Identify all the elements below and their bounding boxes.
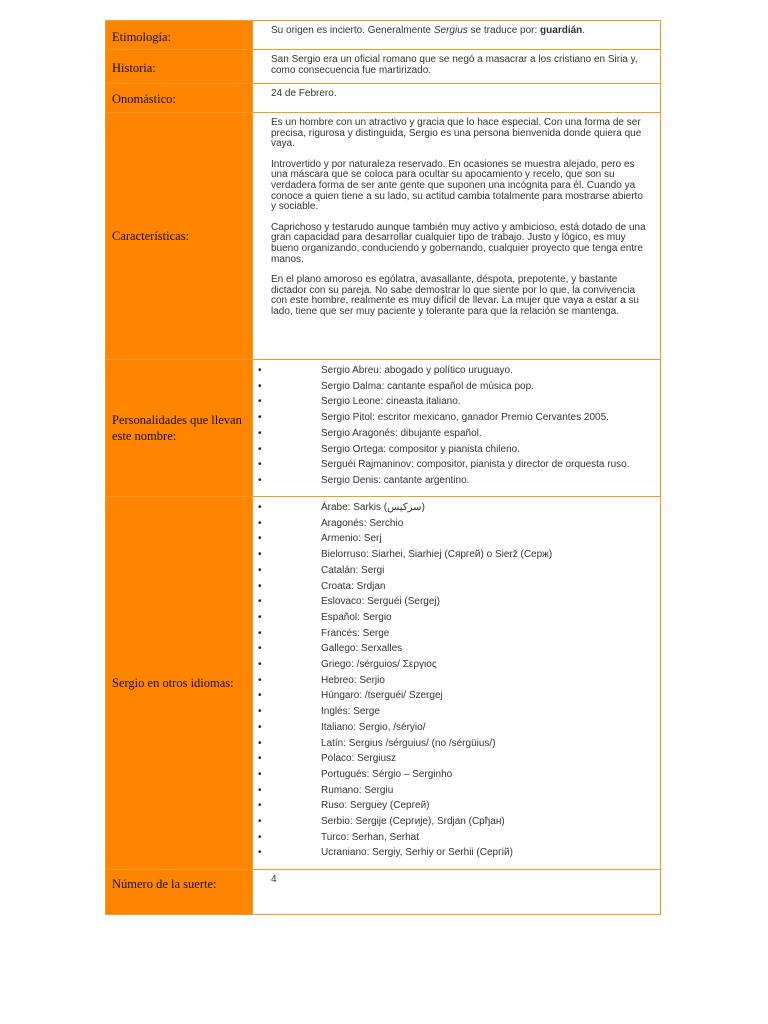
value-onomastico: 24 de Febrero. (253, 84, 661, 113)
list-item: • Sergio Ortega: compositor y pianista chileno. (258, 443, 520, 455)
value-numero: 4 (253, 870, 661, 915)
row-personalidades (106, 360, 661, 497)
list-item: • Serbio: Sergije (Сергије), Srdjan (Срђан) (258, 816, 505, 828)
name-info-table (105, 20, 661, 915)
label-idiomas: Sergio en otros idiomas: (106, 497, 253, 870)
list-item: • Húngaro: /tserguéi/ Szergej (258, 690, 443, 702)
list-item: • Turco: Serhan, Serhat (258, 831, 420, 843)
personalidades-list (258, 363, 650, 489)
meaning: guardián (540, 25, 583, 36)
list-item: • Portugués: Sérgio – Serginho (258, 768, 453, 780)
value-historia: San Sergio era un oficial romano que se negó a masacrar a los cristiano en Siria y, como consecuencia fue martirizado. (253, 50, 661, 84)
label-numero: Número de la suerte: (106, 870, 253, 915)
paragraph: Caprichoso y testarudo aunque también muy activo y ambicioso, está dotado de una gran capacidad para desarrollar cualquier tipo de trabajo. Justo y lógico, es muy bueno organizando, conduciendo y gobernando, cualquier proyecto que tenga entre manos. (271, 221, 646, 265)
label-onomastico: Onomástico: (106, 84, 253, 113)
list-item: • Inglés: Serge (258, 706, 380, 718)
list-item: • Eslovaco: Serguéi (Sergej) (258, 596, 440, 608)
paragraph: Introvertido y por naturaleza reservado. En ocasiones se muestra alejado, pero es una máscara que se coloca para ocultar su apocamiento y recelo, que son su verdadera forma de ser ante gente que suponen una incógnita para él. Cuando ya conoce a quien tiene a su lado, su actitud cambia totalmente para mostrarse abierto y sociable. (271, 158, 643, 213)
list-item: • Sergio Leone: cineasta italiano. (258, 396, 461, 408)
list-item: • Árabe: Sarkis (سركيس) (258, 502, 425, 513)
list-item: • Ucraniano: Sergiy, Serhiy or Serhii (Сергій) (258, 847, 513, 859)
value-caracteristicas (253, 113, 661, 360)
value-etimologia: Su origen es incierto. Generalmente Sergius se traduce por: guardián. (253, 21, 661, 50)
label-caracteristicas: Características: (106, 113, 253, 360)
paragraph: En el plano amoroso es ególatra, avasallante, déspota, prepotente, y bastante dictador con su pareja. No sabe demostrar lo que siente por lo que, la convivencia con este hombre, realmente es muy difícil de llevar. La mujer que vaya a estar a su lado, tiene que ser muy paciente y tolerante para que la relación se mantenga. (271, 274, 639, 317)
list-item: • Hebreo: Serjio (258, 674, 385, 686)
list-item: • Serguéi Rajmaninov: compositor, pianista y director de orquesta ruso. (258, 459, 630, 471)
row-idiomas (106, 497, 661, 870)
list-item: • Ruso: Serguey (Сергей) (258, 800, 430, 812)
row-etimologia (106, 21, 661, 50)
list-item: • Latín: Sergius /sérguius/ (no /sérgüius/) (258, 737, 496, 749)
list-item: • Sergio Dalma: cantante español de música pop. (258, 380, 534, 392)
list-item: • Catalán: Sergi (258, 564, 385, 576)
label-personalidades: Personalidades que llevan este nombre: (106, 360, 253, 497)
list-item: • Gallego: Serxalles (258, 643, 403, 655)
list-item: • Sergio Abreu: abogado y político uruguayo. (258, 365, 513, 376)
latin-name: Sergius (433, 25, 468, 36)
row-caracteristicas (106, 113, 661, 360)
list-item: • Bielorruso: Siarhei, Siarhiej (Сяргей) o Sierž (Серж) (258, 549, 553, 561)
list-item: • Sergio Aragonés: dibujante español. (258, 427, 482, 439)
row-historia (106, 50, 661, 84)
list-item: • Español: Sergio (258, 611, 392, 623)
list-item: • Rumano: Sergiu (258, 784, 394, 796)
value-personalidades (253, 360, 661, 497)
list-item: • Croata: Srdjan (258, 580, 386, 592)
label-historia: Historia: (106, 50, 253, 84)
list-item: • Sergio Denis: cantante argentino. (258, 474, 470, 486)
value-idiomas (253, 497, 661, 870)
row-onomastico (106, 84, 661, 113)
list-item: • Polaco: Sergiusz (258, 753, 397, 765)
list-item: • Sergio Pitol: escritor mexicano, ganador Premio Cervantes 2005. (258, 412, 609, 424)
list-item: • Armenio: Serj (258, 533, 382, 545)
list-item: • Francés: Serge (258, 627, 390, 639)
list-item: • Aragonés: Serchio (258, 517, 404, 529)
paragraph: Es un hombre con un atractivo y gracia que lo hace especial. Con una forma de ser precisa, rigurosa y distinguida, Sergio es una persona bienvenida donde quiera que vaya. (271, 117, 642, 150)
label-etimologia: Etimología: (106, 21, 253, 50)
list-item: • Griego: /sérguios/ Σεργιος (258, 659, 437, 671)
list-item: • Italiano: Sergio, /séryio/ (258, 721, 426, 733)
idiomas-list (258, 500, 650, 861)
row-numero (106, 870, 661, 915)
